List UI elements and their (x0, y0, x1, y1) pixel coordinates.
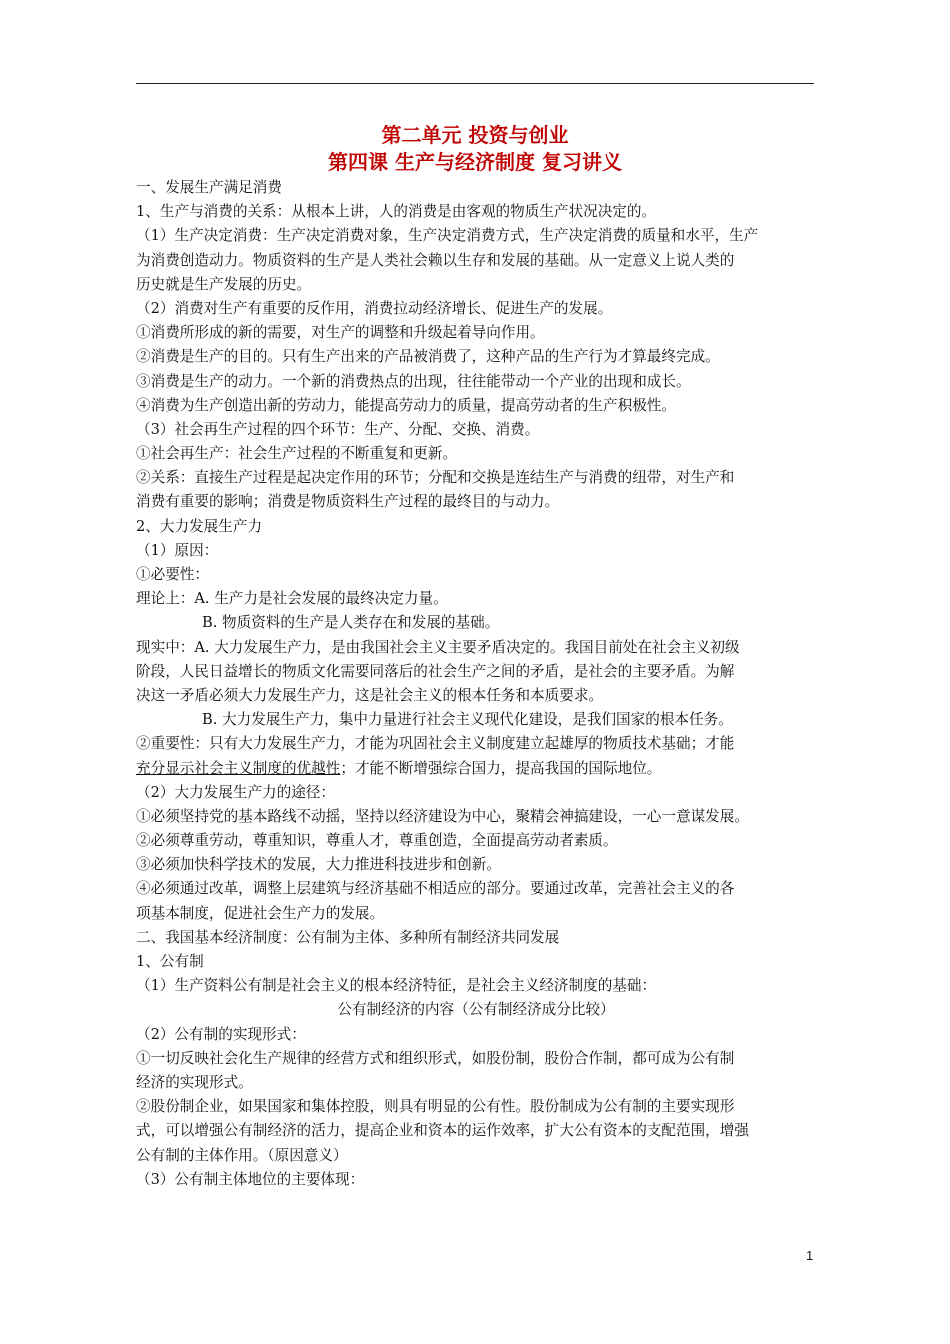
paragraph-line: 消费有重要的影响；消费是物质资料生产过程的最终目的与动力。 (136, 493, 560, 511)
paragraph-line (136, 757, 816, 781)
paragraph-line: B. 大力发展生产力，集中力量进行社会主义现代化建设，是我们国家的根本任务。 (202, 711, 733, 729)
subsection-heading: 1、公有制 (136, 953, 204, 970)
lesson-title: 第四课 生产与经济制度 复习讲义 (328, 150, 622, 174)
paragraph-line: （2）消费对生产有重要的反作用，消费拉动经济增长、促进生产的发展。 (136, 299, 613, 317)
unit-title: 第二单元 投资与创业 (381, 123, 569, 147)
paragraph-line: （1）生产资料公有制是社会主义的根本经济特征，是社会主义经济制度的基础： (136, 977, 657, 995)
paragraph-text: ；才能不断增强综合国力，提高我国的国际地位。 (340, 759, 662, 777)
paragraph-line: 阶段，人民日益增长的物质文化需要同落后的社会生产之间的矛盾，是社会的主要矛盾。为解 (136, 662, 735, 680)
paragraph-line: 现实中：A. 大力发展生产力，是由我国社会主义主要矛盾决定的。我国目前处在社会主义初级 (136, 638, 740, 656)
list-item: ②关系：直接生产过程是起决定作用的环节；分配和交换是连结生产与消费的纽带，对生产和 (136, 469, 735, 487)
paragraph-line: 决这一矛盾必须大力发展生产力，这是社会主义的根本任务和本质要求。 (136, 686, 604, 704)
header-rule (136, 83, 814, 84)
paragraph-line: 公有制的主体作用。（原因意义） (136, 1146, 348, 1164)
paragraph-line: （3）公有制主体地位的主要体现： (136, 1170, 365, 1188)
list-item: ①社会再生产：社会生产过程的不断重复和更新。 (136, 445, 458, 463)
list-item: ②股份制企业，如果国家和集体控股，则具有明显的公有性。股份制成为公有制的主要实现形 (136, 1098, 735, 1116)
document-body (136, 176, 816, 1192)
paragraph-line: B. 物质资料的生产是人类存在和发展的基础。 (202, 614, 500, 632)
paragraph-line: 式，可以增强公有制经济的活力，提高企业和资本的运作效率，扩大公有资本的支配范围，增强 (136, 1122, 749, 1140)
list-item: ④消费为生产创造出新的劳动力，能提高劳动力的质量，提高劳动者的生产积极性。 (136, 396, 676, 414)
paragraph-line: 历史就是生产发展的历史。 (136, 275, 312, 293)
paragraph-line: 项基本制度，促进社会生产力的发展。 (136, 904, 385, 922)
paragraph-line: （3）社会再生产过程的四个环节：生产、分配、交换、消费。 (136, 420, 540, 438)
paragraph-line: （2）大力发展生产力的途径： (136, 783, 336, 801)
paragraph-line: 理论上：A. 生产力是社会发展的最终决定力量。 (136, 590, 448, 608)
paragraph-line: 经济的实现形式。 (136, 1073, 253, 1091)
underlined-text: 充分显示社会主义制度的优越性 (136, 759, 341, 777)
centered-caption: 公有制经济的内容（公有制经济成分比较） (337, 1001, 615, 1019)
list-item: ④必须通过改革，调整上层建筑与经济基础不相适应的部分。要通过改革，完善社会主义的各 (136, 880, 735, 898)
subsection-heading: 2、大力发展生产力 (136, 517, 263, 535)
paragraph-line: 1、生产与消费的关系：从根本上讲，人的消费是由客观的物质生产状况决定的。 (136, 203, 657, 221)
section-heading: 一、发展生产满足消费 (136, 179, 282, 196)
list-item: ③消费是生产的动力。一个新的消费热点的出现，往往能带动一个产业的出现和成长。 (136, 372, 691, 390)
paragraph-line: （2）公有制的实现形式： (136, 1025, 306, 1043)
list-item: ①消费所形成的新的需要，对生产的调整和升级起着导向作用。 (136, 324, 545, 342)
list-item: ②消费是生产的目的。只有生产出来的产品被消费了，这种产品的生产行为才算最终完成。 (136, 348, 720, 366)
page-number: 1 (806, 1248, 814, 1263)
list-item: ②重要性：只有大力发展生产力，才能为巩固社会主义制度建立起雄厚的物质技术基础；才能 (136, 735, 735, 753)
paragraph-line: （1）原因： (136, 541, 219, 559)
paragraph-line: 为消费创造动力。物质资料的生产是人类社会赖以生存和发展的基础。从一定意义上说人类的 (136, 251, 735, 269)
list-item: ①必须坚持党的基本路线不动摇，坚持以经济建设为中心，聚精会神搞建设，一心一意谋发展。 (136, 807, 749, 825)
list-item: ③必须加快科学技术的发展，大力推进科技进步和创新。 (136, 856, 501, 874)
paragraph-line: （1）生产决定消费：生产决定消费对象，生产决定消费方式，生产决定消费的质量和水平，生产 (136, 227, 759, 245)
list-item: ②必须尊重劳动，尊重知识，尊重人才，尊重创造，全面提高劳动者素质。 (136, 832, 618, 850)
list-item: ①必要性： (136, 566, 209, 583)
section-heading: 二、我国基本经济制度：公有制为主体、多种所有制经济共同发展 (136, 928, 560, 946)
list-item: ①一切反映社会化生产规律的经营方式和组织形式，如股份制，股份合作制，都可成为公有制 (136, 1049, 735, 1067)
